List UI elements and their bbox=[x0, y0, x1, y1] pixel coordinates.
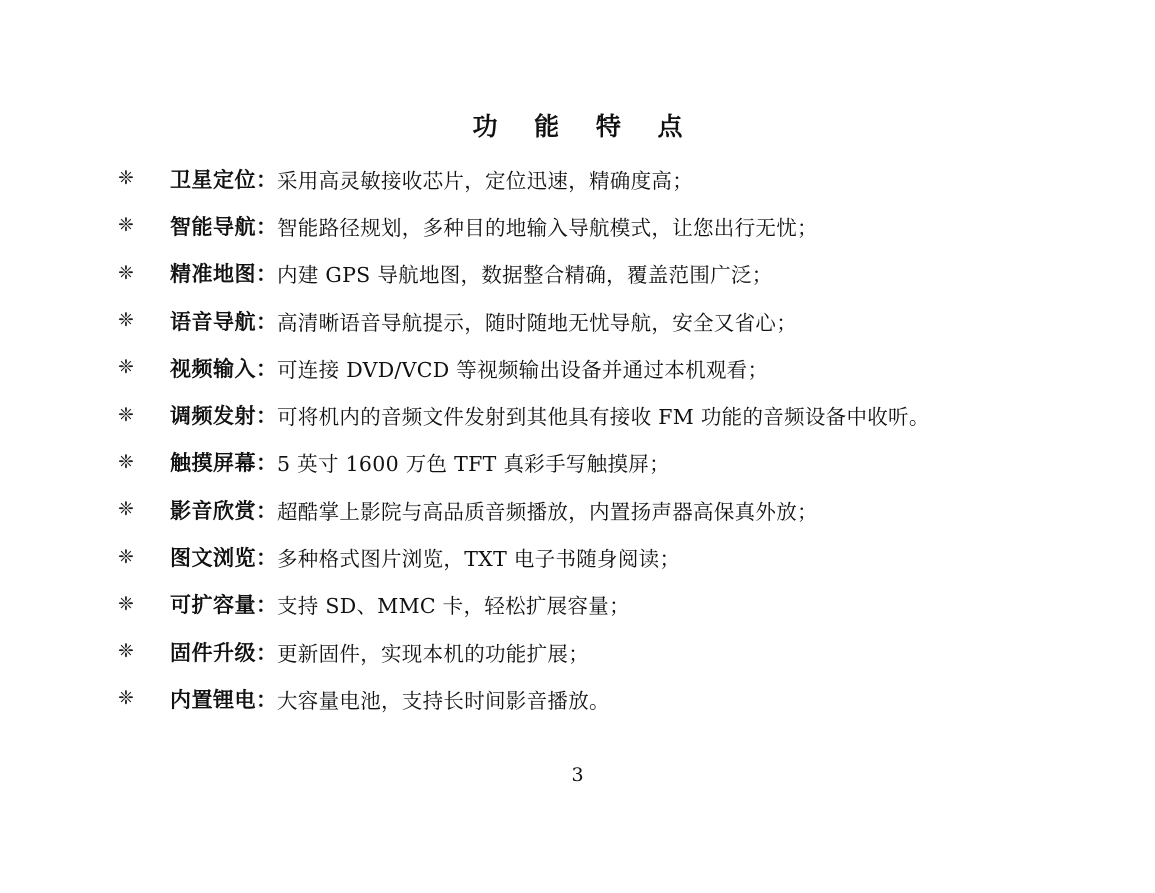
feature-colon: ： bbox=[256, 261, 277, 287]
feature-label: 内置锂电 bbox=[170, 686, 256, 712]
star-bullet-icon: ❈ bbox=[118, 403, 134, 426]
feature-item-satellite-positioning bbox=[118, 155, 1128, 202]
feature-description: 采用高灵敏接收芯片，定位迅速，精确度高； bbox=[277, 168, 693, 193]
feature-item-image-text-viewer bbox=[118, 533, 1128, 580]
feature-item-expandable-storage bbox=[118, 581, 1128, 628]
star-bullet-icon: ❈ bbox=[118, 592, 134, 615]
feature-description: 多种格式图片浏览，TXT 电子书随身阅读； bbox=[277, 547, 681, 572]
page-title: 功 能 特 点 bbox=[472, 112, 697, 141]
feature-colon: ： bbox=[256, 403, 277, 429]
star-bullet-icon: ❈ bbox=[118, 356, 134, 379]
feature-colon: ： bbox=[256, 166, 277, 192]
feature-description: 可将机内的音频文件发射到其他具有接收 FM 功能的音频设备中收听。 bbox=[277, 405, 930, 430]
feature-item-video-input bbox=[118, 344, 1128, 391]
star-bullet-icon: ❈ bbox=[118, 261, 134, 284]
feature-colon: ： bbox=[256, 355, 277, 381]
feature-label: 可扩容量 bbox=[170, 592, 256, 618]
feature-label: 影音欣赏 bbox=[170, 497, 256, 523]
feature-label: 语音导航 bbox=[170, 308, 256, 334]
feature-item-touch-screen bbox=[118, 439, 1128, 486]
feature-item-media-playback bbox=[118, 486, 1128, 533]
star-bullet-icon: ❈ bbox=[118, 640, 134, 663]
feature-colon: ： bbox=[256, 497, 277, 523]
feature-colon: ： bbox=[256, 213, 277, 239]
feature-list bbox=[118, 155, 1128, 723]
feature-description: 智能路径规划，多种目的地输入导航模式，让您出行无忧； bbox=[277, 215, 818, 240]
feature-item-built-in-battery bbox=[118, 675, 1128, 722]
feature-colon: ： bbox=[256, 686, 277, 712]
star-bullet-icon: ❈ bbox=[118, 167, 134, 190]
feature-description: 高清晰语音导航提示，随时随地无忧导航，安全又省心； bbox=[277, 310, 797, 335]
star-bullet-icon: ❈ bbox=[118, 214, 134, 237]
feature-item-accurate-map bbox=[118, 250, 1128, 297]
star-bullet-icon: ❈ bbox=[118, 309, 134, 332]
feature-description: 5 英寸 1600 万色 TFT 真彩手写触摸屏； bbox=[277, 452, 670, 477]
page-number: 3 bbox=[571, 764, 584, 786]
feature-description: 更新固件，实现本机的功能扩展； bbox=[277, 641, 589, 666]
feature-label: 调频发射 bbox=[170, 403, 256, 429]
star-bullet-icon: ❈ bbox=[118, 498, 134, 521]
feature-label: 精准地图 bbox=[170, 261, 256, 287]
feature-description: 支持 SD、MMC 卡，轻松扩展容量； bbox=[277, 594, 630, 619]
feature-description: 可连接 DVD/VCD 等视频输出设备并通过本机观看； bbox=[277, 357, 769, 382]
feature-colon: ： bbox=[256, 639, 277, 665]
feature-item-fm-transmitter bbox=[118, 391, 1128, 438]
feature-item-firmware-upgrade bbox=[118, 628, 1128, 675]
star-bullet-icon: ❈ bbox=[118, 687, 134, 710]
feature-colon: ： bbox=[256, 545, 277, 571]
feature-colon: ： bbox=[256, 450, 277, 476]
feature-description: 超酷掌上影院与高品质音频播放，内置扬声器高保真外放； bbox=[277, 499, 818, 524]
star-bullet-icon: ❈ bbox=[118, 450, 134, 473]
feature-label: 触摸屏幕 bbox=[170, 450, 256, 476]
feature-description: 大容量电池，支持长时间影音播放。 bbox=[277, 688, 610, 713]
feature-colon: ： bbox=[256, 592, 277, 618]
feature-description: 内建 GPS 导航地图，数据整合精确，覆盖范围广泛； bbox=[277, 263, 773, 288]
feature-label: 视频输入 bbox=[170, 355, 256, 381]
feature-item-smart-navigation bbox=[118, 202, 1128, 249]
feature-label: 固件升级 bbox=[170, 639, 256, 665]
star-bullet-icon: ❈ bbox=[118, 545, 134, 568]
feature-label: 卫星定位 bbox=[170, 166, 256, 192]
feature-label: 智能导航 bbox=[170, 213, 256, 239]
feature-item-voice-navigation bbox=[118, 297, 1128, 344]
feature-label: 图文浏览 bbox=[170, 545, 256, 571]
feature-colon: ： bbox=[256, 308, 277, 334]
